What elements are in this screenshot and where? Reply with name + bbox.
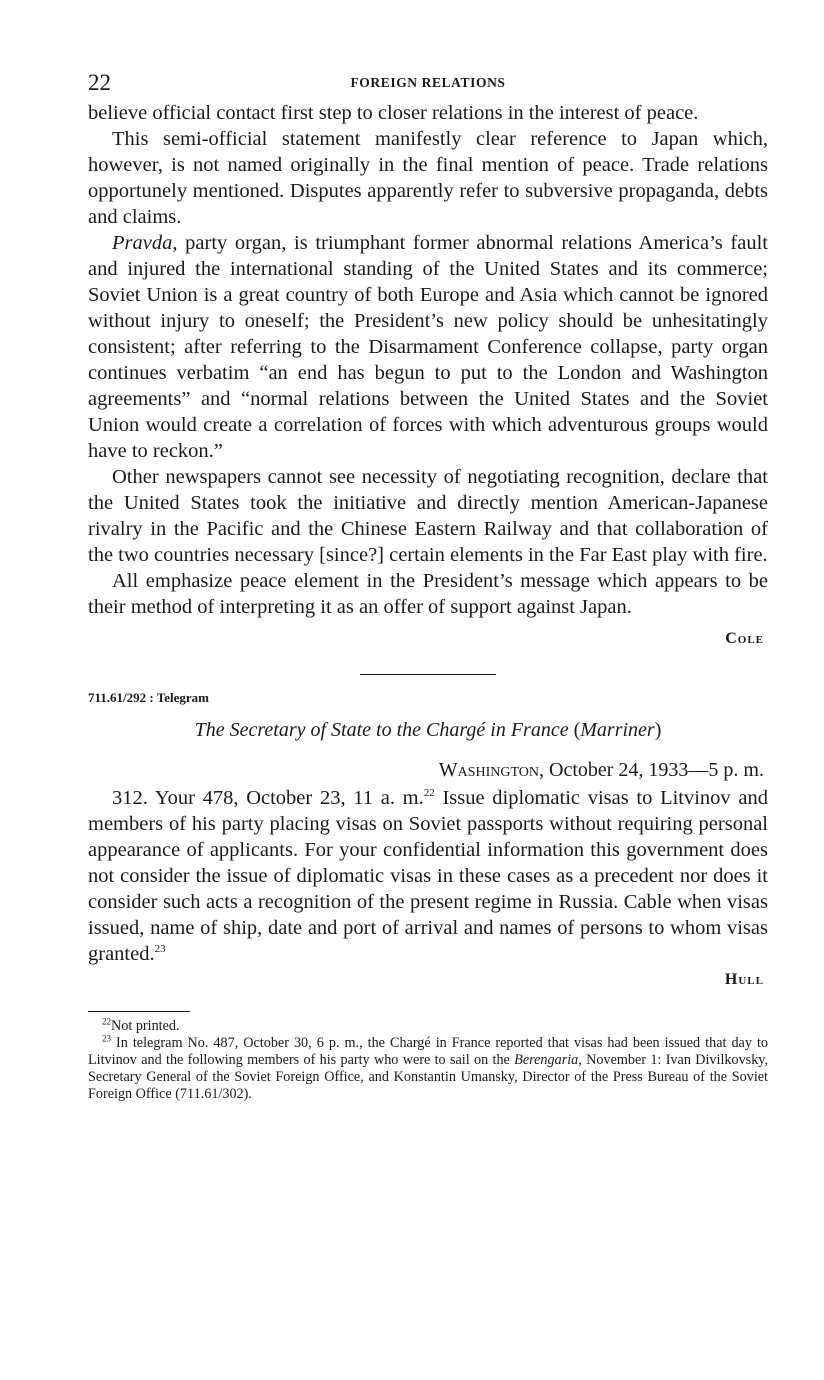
telegram-text-2: Issue diplomatic visas to Litvinov and members of his party placing visas on Soviet passports without requiring personal appearance of applicants. For your confidential information this government does not consider the issue of diplomatic visas in these cases as a precedent nor does it consider such acts a recognition of the present regime in Russia. Cable when visas issued, name of ship, date and port of arrival and names of persons to whom visas granted. bbox=[88, 787, 768, 965]
section-divider bbox=[360, 674, 496, 675]
dateline bbox=[88, 757, 764, 783]
footnote-23-text-2: November 1: Ivan Divilkovsky, Secretary General of the Soviet Foreign Office, and Konstantin Umansky, Director of the Press Bureau of the Soviet Foreign Office (711.61/302). bbox=[88, 1052, 769, 1102]
paragraph-1: believe official contact first step to closer relations in the interest of peace. bbox=[88, 102, 699, 124]
footnote-number-22: 22 bbox=[102, 1016, 111, 1027]
document-page bbox=[88, 68, 768, 1103]
body-text bbox=[88, 100, 768, 620]
footnote-23-text-1: In telegram No. 487, October 30, 6 p. m., the Chargé in France reported that visas had been issued that day to Litvinov and the following members of his party who were to sail on the bbox=[88, 1035, 768, 1068]
telegram-title-main: The Secretary of State to the Chargé in France bbox=[194, 719, 569, 741]
running-head bbox=[88, 68, 768, 100]
paragraph-4: Other newspapers cannot see necessity of negotiating recognition, declare that the United States took the initiative and directly mention American-Japanese rivalry in the Pacific and the Chinese Eastern Railway and that collaboration of the two countries necessary [since?] certain elements in the Far East play with fire. bbox=[88, 466, 768, 566]
footnote-23 bbox=[88, 1035, 768, 1103]
signature-cole: Cole bbox=[725, 630, 764, 647]
telegram-title bbox=[88, 717, 768, 743]
dateline-date: , October 24, 1933—5 p. m. bbox=[539, 759, 764, 781]
title-paren-open: ( bbox=[568, 719, 581, 741]
paragraph-3-text: party organ, is triumphant former abnormal relations America’s fault and injured the international standing of the United States and its commerce; Soviet Union is a great country of both Europe and Asia which cannot be ignored without injury to oneself; the President’s new policy should be unhesitatingly consistent; after referring to the Disarmament Conference collapse, party organ continues verbatim “an end has begun to put to the London and Washington agreements” and “normal relations between the United States and the Soviet Union would create a correlation of forces with which adventurous groups would have to reckon.” bbox=[88, 232, 768, 462]
footnote-ref-22[interactable]: 22 bbox=[423, 787, 435, 800]
footnote-divider bbox=[88, 1011, 190, 1012]
signature-hull: Hull bbox=[724, 971, 764, 988]
telegram-paragraph bbox=[88, 785, 768, 967]
dateline-place: Washington bbox=[438, 759, 540, 781]
title-name: Marriner bbox=[580, 719, 655, 741]
footnote-22-text: Not printed. bbox=[111, 1018, 180, 1034]
paragraph-5: All emphasize peace element in the President’s message which appears to be their method of interpreting it as an offer of support against Japan. bbox=[88, 570, 768, 618]
telegram-body bbox=[88, 785, 768, 967]
footnotes bbox=[88, 1018, 768, 1103]
paragraph-3 bbox=[88, 230, 768, 464]
running-title: FOREIGN RELATIONS bbox=[350, 75, 506, 90]
pravda-italic: Pravda, bbox=[112, 232, 178, 254]
footnote-number-23: 23 bbox=[102, 1033, 111, 1044]
footnote-ref-23[interactable]: 23 bbox=[154, 943, 166, 956]
file-reference: 711.61/292 : Telegram bbox=[88, 690, 209, 705]
footnote-22 bbox=[88, 1018, 768, 1035]
paragraph-2: This semi-official statement manifestly clear reference to Japan which, however, is not named originally in the final mention of peace. Trade relations opportunely mentioned. Disputes apparently refer to subversive propaganda, debts and claims. bbox=[88, 128, 768, 228]
ship-name: Berengaria, bbox=[514, 1052, 582, 1068]
title-paren-close: ) bbox=[654, 719, 662, 741]
telegram-text-1: 312. Your 478, October 23, 11 a. m. bbox=[112, 787, 424, 809]
page-number: 22 bbox=[88, 70, 111, 95]
